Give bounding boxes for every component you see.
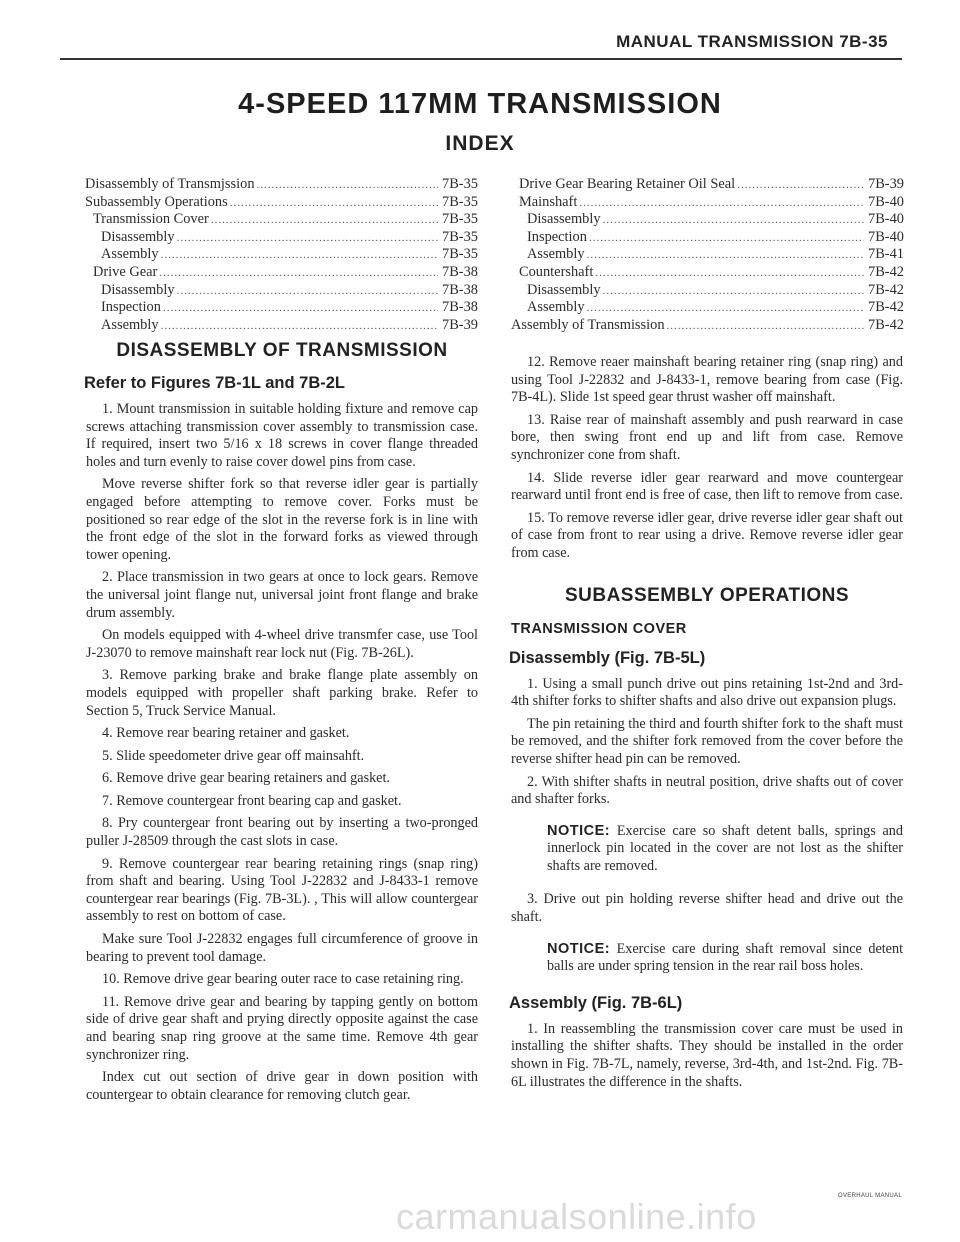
index-leader-dots (177, 283, 438, 301)
index-entry-label: Assembly (101, 246, 159, 263)
index-entry-page: 7B-42 (868, 316, 904, 333)
disassembly-heading: Disassembly (Fig. 7B-5L) (509, 648, 706, 667)
notice-1-label: NOTICE: (547, 822, 611, 839)
index-entry-page: 7B-41 (868, 246, 904, 263)
section-title-disassembly: DISASSEMBLY OF TRANSMISSION (116, 340, 448, 361)
index-leader-dots (159, 265, 438, 283)
index-entry-label: Inspection (101, 299, 161, 316)
left-column (86, 340, 478, 1109)
index-entry (511, 176, 904, 194)
assembly-paragraph: 1. In reassembling the transmission cover care must be used in installing the shifter shafts. They should be installed in the order shown in Fig. 7B-7L, namely, reverse, 3rd-4th, and 1st-2nd. Fig. 7B-6L illustrates the difference in the shafts. (511, 1020, 903, 1090)
index-entry-page: 7B-42 (868, 263, 904, 280)
index-entry (85, 299, 478, 317)
index-leader-dots (587, 300, 864, 318)
index-entry-page: 7B-38 (442, 299, 478, 316)
index-entry (85, 194, 478, 212)
notice-1-text: Exercise care so shaft detent balls, springs and innerlock pin located in the cover are not lost as the shifter shafts are removed. (547, 822, 903, 874)
index-entry-label: Disassembly (101, 281, 175, 298)
index-entry-page: 7B-35 (442, 246, 478, 263)
index-entry-label: Disassembly (527, 211, 601, 228)
body-paragraph: 1. Using a small punch drive out pins retaining 1st-2nd and 3rd-4th shifter forks to shifter shafts and also drive out expansion plugs. (511, 675, 903, 710)
index-entry (85, 282, 478, 300)
body-paragraph: Move reverse shifter fork so that reverse idler gear is partially engaged before attempting to remove cover. Forks must be positioned so rear edge of the slot in the reverse fork is in line with the front edge of the slot in the forward forks as viewed through tower opening. (86, 476, 478, 563)
index-entry (85, 211, 478, 229)
index-leader-dots (230, 195, 438, 213)
body-paragraph: 7. Remove countergear front bearing cap and gasket. (102, 792, 402, 809)
index-leader-dots (603, 212, 864, 230)
index-entry-label: Transmission Cover (93, 211, 209, 228)
notice-2-label: NOTICE: (547, 940, 611, 957)
index-leader-dots (211, 212, 438, 230)
notice-2-text: Exercise care during shaft removal since detent balls are under spring tension in the rear rail boss holes. (547, 940, 904, 975)
index-leader-dots (177, 230, 438, 248)
index-entry-label: Mainshaft (519, 193, 578, 210)
right-paragraphs-top (511, 354, 903, 563)
index-entry (85, 229, 478, 247)
index-entry-page: 7B-35 (442, 228, 478, 245)
index-entry (85, 317, 478, 335)
index-leader-dots (667, 318, 864, 336)
index-entry (511, 194, 904, 212)
index-entry-label: Assembly (101, 316, 159, 333)
index-entry (85, 176, 478, 194)
index-entry-label: Disassembly (527, 281, 601, 298)
notice-2 (547, 941, 903, 976)
index-entry-label: Drive Gear (93, 263, 158, 280)
body-paragraph: 9. Remove countergear rear bearing retaining rings (snap ring) from shaft and bearing. Using Tool J-22832 and J-8433-1 remove countergear rear bearings (Fig. 7B-3L). , This will allow countergear assembly to rest on bottom of case. (86, 855, 478, 925)
body-paragraph: 4. Remove rear bearing retainer and gasket. (102, 725, 350, 742)
index-leader-dots (579, 195, 864, 213)
index-entry-page: 7B-40 (868, 193, 904, 210)
right-column (511, 354, 903, 1096)
index-list-left (85, 176, 478, 334)
index-entry (511, 317, 904, 335)
body-paragraph: 13. Raise rear of mainshaft assembly and push rearward in case bore, then swing front end up and lift from case. Remove synchronizer cone from shaft. (511, 411, 903, 463)
page-title: 4-SPEED 117MM TRANSMISSION (238, 88, 722, 120)
index-entry (511, 282, 904, 300)
left-paragraphs (86, 401, 478, 1104)
footer-tag: OVERHAUL MANUAL (838, 1193, 902, 1199)
body-paragraph: The pin retaining the third and fourth shifter fork to the shaft must be removed, and the shifter fork removed from the cover before the reverse shifter head pin can be removed. (511, 715, 903, 767)
index-entry-page: 7B-38 (442, 263, 478, 280)
index-entry-label: Assembly (527, 299, 585, 316)
body-paragraph: 10. Remove drive gear bearing outer race to case retaining ring. (102, 971, 464, 988)
index-leader-dots (737, 177, 864, 195)
index-entry-page: 7B-35 (442, 211, 478, 228)
index-entry-page: 7B-35 (442, 193, 478, 210)
index-entry (85, 246, 478, 264)
index-entry-page: 7B-39 (442, 316, 478, 333)
index-entry-label: Subassembly Operations (85, 193, 228, 210)
notice-1 (547, 823, 903, 876)
index-entry (511, 299, 904, 317)
index-entry (511, 229, 904, 247)
subheading-refer-figures: Refer to Figures 7B-1L and 7B-2L (84, 374, 345, 392)
body-paragraph: 14. Slide reverse idler gear rearward and move countergear rearward until front end is free of case, then lift to remove from case. (511, 469, 903, 504)
index-leader-dots (161, 318, 438, 336)
body-paragraph: 8. Pry countergear front bearing out by inserting a two-pronged puller J-28509 through the cast slots in case. (86, 815, 478, 850)
index-entry-label: Drive Gear Bearing Retainer Oil Seal (519, 176, 736, 192)
index-entry-page: 7B-40 (868, 211, 904, 228)
index-leader-dots (595, 265, 864, 283)
index-entry (511, 264, 904, 282)
body-paragraph: On models equipped with 4-wheel drive transmfer case, use Tool J-23070 to remove mainshaft rear lock nut (Fig. 7B-26L). (86, 627, 478, 661)
index-entry-label: Countershaft (519, 263, 594, 280)
index-list-right (511, 176, 904, 334)
index-leader-dots (589, 230, 864, 248)
index-leader-dots (161, 247, 438, 265)
index-entry-page: 7B-42 (868, 299, 904, 316)
index-entry-page: 7B-40 (868, 228, 904, 245)
index-leader-dots (603, 283, 864, 301)
index-leader-dots (257, 177, 438, 195)
index-entry-page: 7B-39 (868, 176, 904, 192)
body-paragraph: 2. Place transmission in two gears at once to lock gears. Remove the universal joint flange nut, universal joint front flange and brake drum assembly. (86, 569, 478, 621)
paragraph-3: 3. Drive out pin holding reverse shifter head and drive out the shaft. (511, 891, 903, 926)
assembly-heading: Assembly (Fig. 7B-6L) (509, 993, 683, 1012)
index-entry-label: Assembly (527, 246, 585, 263)
index-entry-page: 7B-35 (442, 176, 478, 192)
index-entry (85, 264, 478, 282)
transmission-cover-heading: TRANSMISSION COVER (511, 620, 687, 637)
index-entry (511, 211, 904, 229)
body-paragraph: 5. Slide speedometer drive gear off mainsahft. (102, 747, 365, 764)
body-paragraph: Make sure Tool J-22832 engages full circumference of groove in bearing to prevent tool damage. (86, 931, 478, 965)
running-head-text: MANUAL TRANSMISSION 7B-35 (616, 32, 888, 51)
disassembly-paragraphs (511, 676, 903, 809)
index-entry-label: Inspection (527, 228, 587, 245)
index-entry-label: Disassembly of Transmjssion (85, 176, 255, 192)
running-header (60, 30, 902, 60)
watermark-text: carmanualsonline.info (396, 1196, 757, 1237)
body-paragraph: 11. Remove drive gear and bearing by tapping gently on bottom side of drive gear shaft and prying directly opposite against the case and bearing snap ring groove at the same time. Remove 4th gear synchronizer ring. (86, 993, 478, 1063)
section-title-subassembly: SUBASSEMBLY OPERATIONS (564, 584, 850, 606)
index-entry-label: Assembly of Transmission (511, 316, 665, 333)
index-entry-page: 7B-42 (868, 281, 904, 298)
body-paragraph: 2. With shifter shafts in neutral position, drive shafts out of cover and shafter forks. (511, 773, 903, 808)
body-paragraph: 3. Remove parking brake and brake flange plate assembly on models equipped with propeller shaft parking brake. Refer to Section 5, Truck Service Manual. (86, 667, 478, 719)
body-paragraph: 1. Mount transmission in suitable holding fixture and remove cap screws attaching transmission cover assembly to transmission case. If required, insert two 5/16 x 18 screws in cover flange threaded holes and turn evenly to raise cover dowel pins from case. (86, 401, 478, 470)
body-paragraph: Index cut out section of drive gear in down position with countergear to obtain clearance for removing clutch gear. (86, 1069, 478, 1103)
body-paragraph: 6. Remove drive gear bearing retainers and gasket. (102, 770, 390, 787)
body-paragraph: 12. Remove reaer mainshaft bearing retainer ring (snap ring) and using Tool J-22832 and J-8433-1, remove bearing from case (Fig. 7B-4L). Slide 1st speed gear thrust washer off mainshaft. (511, 354, 903, 406)
index-heading: INDEX (445, 132, 515, 155)
index-entry (511, 246, 904, 264)
index-entry-page: 7B-38 (442, 281, 478, 298)
body-paragraph: 15. To remove reverse idler gear, drive reverse idler gear shaft out of case from front to rear using a drive. Remove reverse idler gear from case. (511, 509, 903, 561)
index-leader-dots (587, 247, 864, 265)
index-entry-label: Disassembly (101, 228, 175, 245)
index-leader-dots (163, 300, 438, 318)
